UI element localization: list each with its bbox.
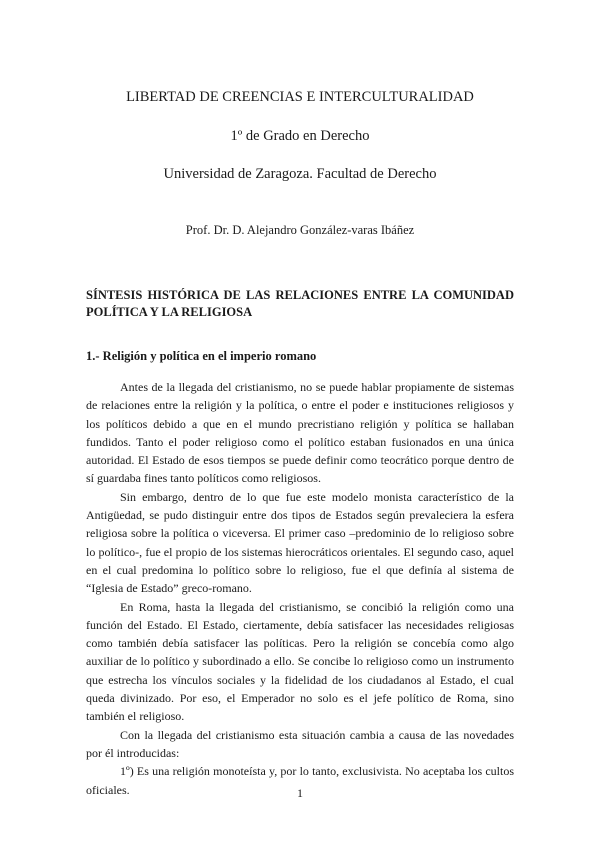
paragraph: En Roma, hasta la llegada del cristianismo, se concibió la religión como una función del Estado. El Estado, ciertamente, debía satisfacer las necesidades religiosas como también debía satisfacer las políticas. Pero la religión se concebía como algo auxiliar de lo político y subordinado a ello. Se concibe lo religioso como un instrumento que estrecha los vínculos sociales y la fidelidad de los ciudadanos al Estado, el cual queda divinizado. Por eso, el Emperador no solo es el jefe político de Roma, sino también el religioso. — [86, 599, 514, 724]
paragraph: Sin embargo, dentro de lo que fue este modelo monista característico de la Antigüedad, se pudo distinguir entre dos tipos de Estados según prevaleciera la esfera religiosa sobre la política o viceversa. El primer caso –predominio de lo religioso sobre lo político-, fue el propio de los sistemas hierocráticos orientales. El segundo caso, aquel en el cual predomina lo político sobre lo religioso, fue el que definía al sistema de “Iglesia de Estado” greco-romano. — [86, 489, 514, 596]
university-line: Universidad de Zaragoza. Facultad de Derecho — [163, 166, 437, 182]
subsection-title: 1.- Religión y política en el imperio romano — [86, 349, 317, 363]
paragraph: Antes de la llegada del cristianismo, no se puede hablar propiamente de sistemas de relaciones entre la religión y la política, o entre el poder e instituciones religiosos y los políticos debido a que en el mundo precristiano religión y política se hallaban fundidos. Tanto el poder religioso como el político estaban fusionados en una única autoridad. El Estado de esos tiempos se puede definir como teocrático porque dentro de sí guardaba fines tanto políticos como religiosos. — [86, 380, 514, 486]
paragraph: Con la llegada del cristianismo esta situación cambia a causa de las novedades por él introducidas: — [86, 727, 514, 760]
document-title: LIBERTAD DE CREENCIAS E INTERCULTURALIDAD — [126, 89, 474, 105]
section-title: SÍNTESIS HISTÓRICA DE LAS RELACIONES ENTRE LA COMUNIDAD POLÍTICA Y LA RELIGIOSA — [86, 288, 514, 319]
page-number: 1 — [297, 786, 303, 800]
professor-line: Prof. Dr. D. Alejandro González-varas Ibáñez — [185, 223, 415, 237]
course-line: 1º de Grado en Derecho — [230, 128, 370, 144]
body-text — [86, 378, 514, 799]
paragraph: 1º) Es una religión monoteísta y, por lo tanto, exclusivista. No aceptaba los cultos oficiales. — [86, 764, 514, 797]
